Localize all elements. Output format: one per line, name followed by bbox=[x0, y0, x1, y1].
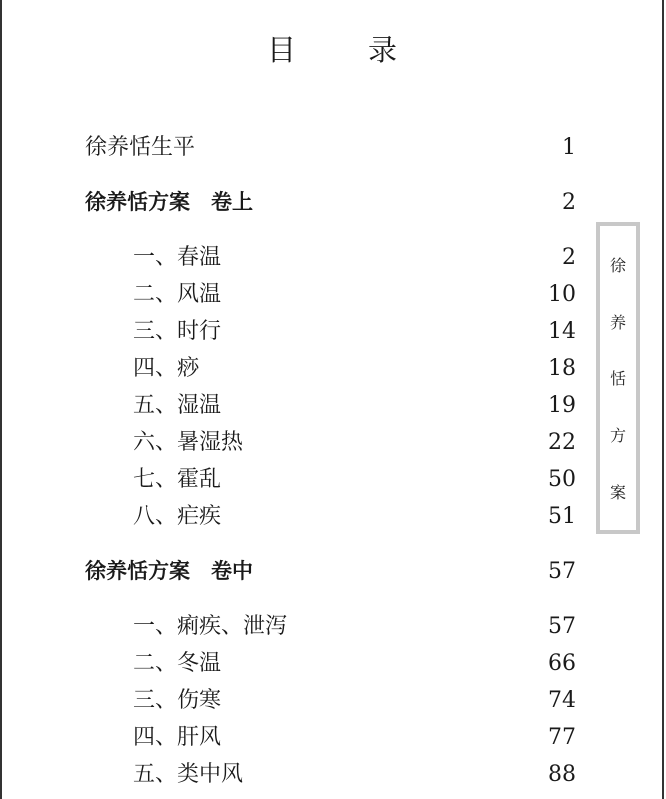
toc-entry-page: 66 bbox=[548, 651, 576, 676]
side-tab-label bbox=[600, 226, 636, 530]
toc-entry-label: 四、痧 bbox=[133, 356, 200, 381]
toc-entry[interactable] bbox=[133, 679, 576, 713]
toc-leader-dots bbox=[199, 126, 556, 154]
toc-entry-page: 77 bbox=[548, 725, 576, 750]
toc-entry-label: 徐养恬生平 bbox=[85, 135, 196, 160]
toc-entry-page: 88 bbox=[548, 762, 576, 787]
toc-entry-label: 四、肝风 bbox=[133, 725, 222, 750]
toc-entry-page: 50 bbox=[548, 467, 576, 492]
toc-entry-label: 徐养恬方案 卷中 bbox=[85, 559, 253, 583]
toc-entry-label: 五、湿温 bbox=[133, 393, 222, 418]
toc-entry-label: 六、暑湿热 bbox=[133, 430, 244, 455]
toc-entry[interactable] bbox=[133, 347, 576, 381]
toc-entry-page: 19 bbox=[548, 393, 576, 418]
toc-entry-label: 一、痢疾、泄泻 bbox=[133, 614, 288, 639]
toc-entry-page: 57 bbox=[548, 559, 576, 584]
toc-entry[interactable] bbox=[85, 126, 576, 160]
toc-entry-page: 10 bbox=[548, 282, 576, 307]
side-tab bbox=[596, 222, 640, 534]
toc-entry-label: 二、冬温 bbox=[133, 651, 222, 676]
toc-leader-dots bbox=[235, 384, 542, 412]
toc-leader-dots bbox=[257, 753, 542, 781]
toc-entry[interactable] bbox=[133, 495, 576, 529]
toc-entry[interactable] bbox=[133, 236, 576, 270]
toc-leader-dots bbox=[235, 310, 542, 338]
toc-entry-label: 三、伤寒 bbox=[133, 688, 222, 713]
toc-leader-dots bbox=[225, 236, 556, 264]
toc-entry-label: 七、霍乱 bbox=[133, 467, 222, 492]
toc-entry[interactable] bbox=[133, 384, 576, 418]
toc-entry-page: 22 bbox=[548, 430, 576, 455]
toc-entry[interactable] bbox=[133, 421, 576, 455]
toc-leader-dots bbox=[235, 273, 542, 301]
toc-entry-page: 14 bbox=[548, 319, 576, 344]
toc-entry-page: 2 bbox=[562, 190, 576, 215]
toc-entry-page: 51 bbox=[548, 504, 576, 529]
toc-entry[interactable] bbox=[133, 273, 576, 307]
toc-entry[interactable] bbox=[133, 458, 576, 492]
toc-entry-label: 二、风温 bbox=[133, 282, 222, 307]
toc-entry[interactable] bbox=[133, 753, 576, 787]
toc-leader-dots bbox=[257, 181, 556, 209]
side-tab-char: 案 bbox=[609, 483, 626, 503]
toc-entry-label: 五、类中风 bbox=[133, 762, 244, 787]
toc-entry-label: 一、春温 bbox=[133, 245, 222, 270]
toc-entry-page: 74 bbox=[548, 688, 576, 713]
toc-leader-dots bbox=[257, 421, 542, 449]
toc-entry[interactable] bbox=[133, 642, 576, 676]
toc-entry-page: 2 bbox=[562, 245, 576, 270]
toc-entry[interactable] bbox=[133, 716, 576, 750]
toc-entry[interactable] bbox=[85, 181, 576, 215]
toc-entry-page: 18 bbox=[548, 356, 576, 381]
toc-entry[interactable] bbox=[85, 550, 576, 584]
title-char-2: 录 bbox=[368, 33, 400, 67]
toc-leader-dots bbox=[235, 679, 542, 707]
toc-leader-dots bbox=[267, 550, 542, 578]
toc-entry[interactable] bbox=[133, 310, 576, 344]
side-tab-char: 方 bbox=[609, 426, 626, 446]
toc-leader-dots bbox=[235, 495, 542, 523]
title-char-1: 目 bbox=[266, 33, 298, 67]
side-tab-char: 恬 bbox=[609, 369, 626, 389]
toc-entry-label: 八、疟疾 bbox=[133, 504, 222, 529]
toc-leader-dots bbox=[235, 458, 542, 486]
toc-entry-label: 三、时行 bbox=[133, 319, 222, 344]
side-tab-char: 徐 bbox=[609, 255, 626, 275]
toc-entry-label: 徐养恬方案 卷上 bbox=[85, 190, 253, 214]
toc-leader-dots bbox=[235, 642, 542, 670]
side-tab-char: 养 bbox=[609, 312, 626, 332]
toc-entry-page: 1 bbox=[562, 135, 576, 160]
toc-leader-dots bbox=[213, 347, 542, 375]
toc-leader-dots bbox=[291, 605, 542, 633]
toc-leader-dots bbox=[235, 716, 542, 744]
toc-entry[interactable] bbox=[133, 605, 576, 639]
toc-entry-page: 57 bbox=[548, 614, 576, 639]
